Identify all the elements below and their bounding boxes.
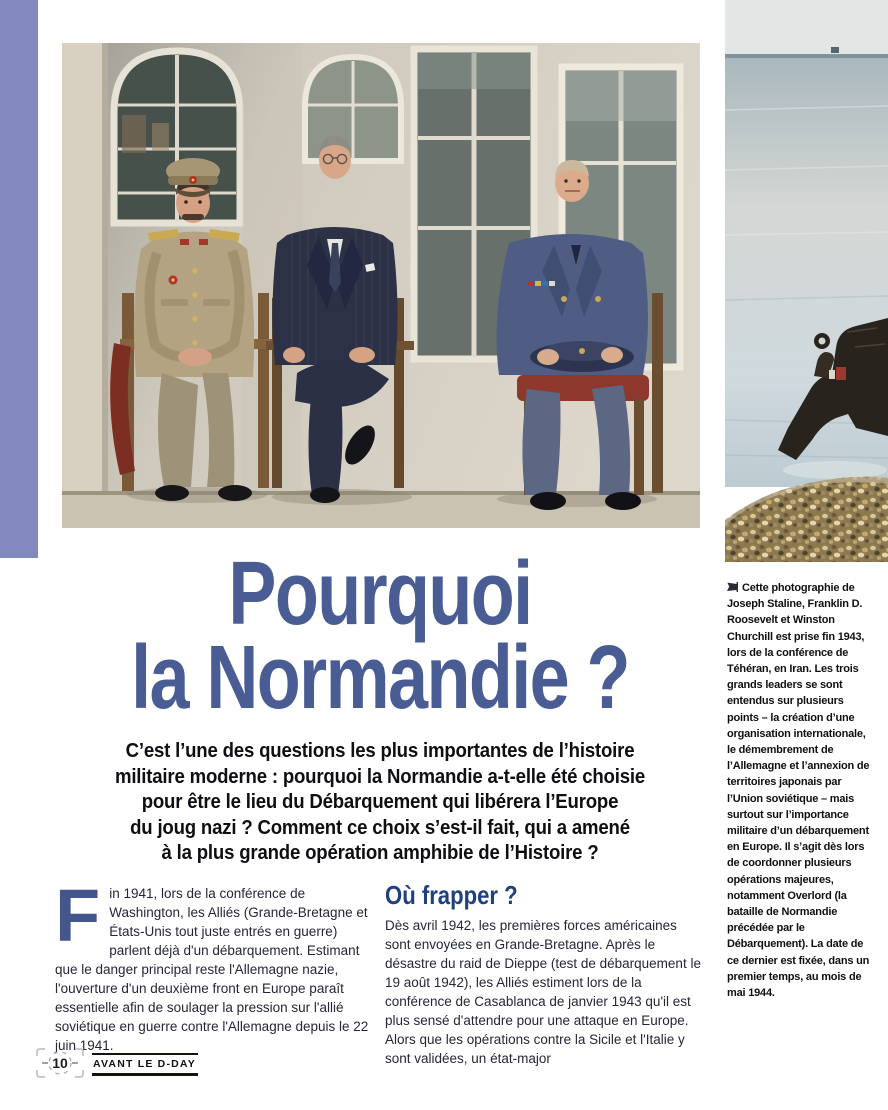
- tehran-conference-photo: [62, 43, 700, 528]
- page-footer: [0, 1046, 888, 1086]
- tehran-photo-illustration: [62, 43, 700, 528]
- standfirst-line: militaire moderne : pourquoi la Normandie a-t-elle été choisie: [114, 765, 646, 788]
- body-column-right: [385, 882, 701, 1068]
- footer-section-label: AVANT LE D-DAY: [92, 1053, 198, 1076]
- beach-wreck-photo: [725, 0, 888, 562]
- photo-caption: [727, 580, 873, 1001]
- page-number: 10: [52, 1055, 68, 1071]
- flag-icon: [727, 582, 739, 592]
- article-standfirst: [44, 739, 716, 867]
- standfirst-line: à la plus grande opération amphibie de l’Histoire ?: [161, 842, 599, 865]
- article-title: [40, 544, 720, 728]
- standfirst-line: C’est l’une des questions les plus importantes de l’histoire: [125, 740, 635, 762]
- article-title-line1: Pourquoi: [228, 544, 532, 644]
- drop-cap: F: [55, 874, 101, 957]
- accent-bar: [0, 0, 38, 558]
- article-title-line2: la Normandie ?: [131, 628, 629, 728]
- page-number-badge: [36, 1048, 84, 1078]
- photo-caption-text: Cette photographie de Joseph Staline, Franklin D. Roosevelt et Winston Churchill est prise fin 1943, lors de la conférence de Téhéran, en Iran. Les trois grands leaders se sont entendus sur plusieurs points – la création d’une organisation internationale, le démembrement de l’Allemagne et l’annexion de territoires japonais par l’Union soviétique – mais surtout sur l’importance militaire d’un débarquement en Europe. Il s’agit dès lors de coordonner plusieurs opérations majeures, notamment Overlord (la bataille de Normandie précédée par le Débarquement). La date de ce dernier est fixée, dans un premier temps, au mois de mai 1944.: [727, 582, 870, 1000]
- section-paragraph: Dès avril 1942, les premières forces américaines sont envoyées en Grande-Bretagne. Après le désastre du raid de Dieppe (test de débarquement le 19 août 1942), les Alliés estiment lors de la conférence de Casablanca de janvier 1943 qu'il est plus sensé d'attendre pour une attaque en Europe. Alors que les opérations contre la Sicile et l'Italie y sont validées, un état-major: [385, 918, 701, 1066]
- body-column-left: [55, 874, 371, 1055]
- section-heading: Où frapper ?: [385, 880, 518, 910]
- standfirst-line: pour être le lieu du Débarquement qui libérera l’Europe: [141, 791, 619, 814]
- beach-photo-illustration: [725, 0, 888, 562]
- opening-paragraph: in 1941, lors de la conférence de Washington, les Alliés (Grande-Bretagne et États-Unis tout juste entrés en guerre) parlent déjà d'un débarquement. Estimant que le danger principal reste l'Allemagne nazie, l'ouverture d'un deuxième front en Europe paraît essentielle afin de soulager la pression sur l'allié soviétique en guerre contre l'Allemagne depuis le 22 juin 1941.: [55, 886, 369, 1053]
- standfirst-line: du joug nazi ? Comment ce choix s’est-il fait, qui a amené: [130, 816, 630, 839]
